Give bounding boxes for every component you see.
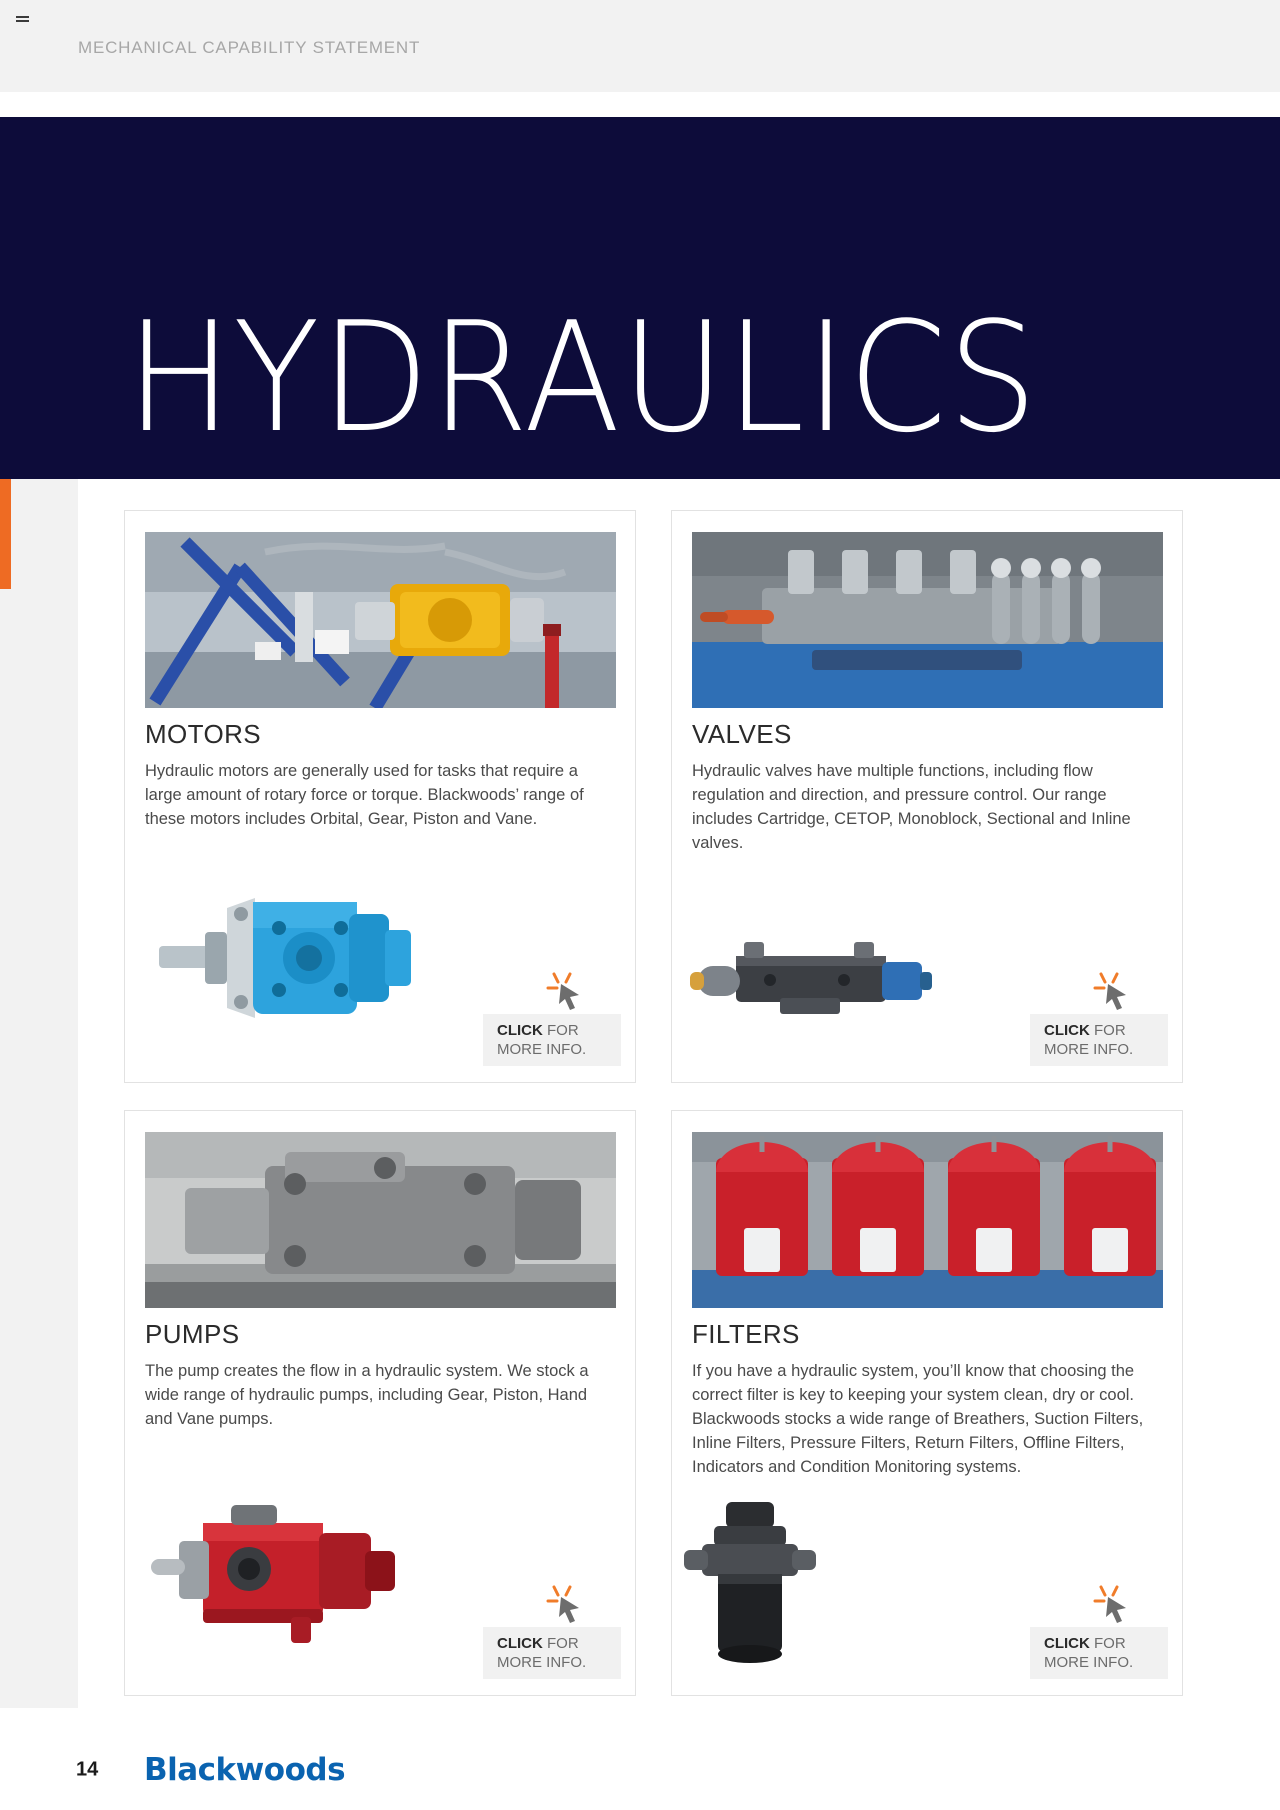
card-body-valves: Hydraulic valves have multiple functions, including flow regulation and direction, and pressure control. Our range includes Cartridge, CETOP, Monoblock, Sectional and Inline valves. xyxy=(692,762,1131,852)
header-spacer xyxy=(0,92,1280,117)
left-gutter xyxy=(0,479,78,1708)
cta-pumps[interactable] xyxy=(483,1627,621,1679)
card-title-pumps: PUMPS xyxy=(145,1319,240,1349)
card-title-filters: FILTERS xyxy=(692,1319,800,1349)
product-image-pumps xyxy=(143,1497,423,1667)
card-body-pumps: The pump creates the flow in a hydraulic system. We stock a wide range of hydraulic pumps, including Gear, Piston, Hand and Vane pumps. xyxy=(145,1362,589,1428)
return-filter-illustration xyxy=(678,1498,838,1673)
hydraulic-motor-photo xyxy=(145,532,616,708)
cta-valves[interactable] xyxy=(1030,1014,1168,1066)
cta-line2: MORE INFO. xyxy=(1044,1654,1134,1671)
cta-strong: CLICK xyxy=(1044,1635,1090,1652)
card-valves[interactable] xyxy=(671,510,1183,1083)
cursor-click-icon xyxy=(545,1581,593,1629)
hero-banner xyxy=(0,117,1280,479)
card-photo-filters xyxy=(692,1132,1163,1308)
cta-strong: CLICK xyxy=(497,1022,543,1039)
cta-motors[interactable] xyxy=(483,1014,621,1066)
card-title-valves: VALVES xyxy=(692,719,792,749)
hero-title: HYDRAULICS xyxy=(126,289,1039,466)
card-title-motors: MOTORS xyxy=(145,719,262,749)
filter-bank-photo xyxy=(692,1132,1163,1308)
gear-pump-photo xyxy=(145,1132,616,1308)
card-body-filters: If you have a hydraulic system, you’ll know that choosing the correct filter is key to keeping your system clean, dry or cool. Blackwoods stocks a wide range of Breathers, Suction Filters, Inline Filters, Pressure Filters, Return Filters, Offline Filters, Indicators and Condition Monitoring systems. xyxy=(692,1362,1144,1476)
cta-line2: MORE INFO. xyxy=(497,1654,587,1671)
card-filters[interactable] xyxy=(671,1110,1183,1696)
cta-rest: FOR xyxy=(547,1022,579,1039)
card-pumps[interactable] xyxy=(124,1110,636,1696)
cetop-valve-illustration xyxy=(684,922,934,1042)
product-image-valves xyxy=(684,922,934,1042)
card-photo-valves xyxy=(692,532,1163,708)
cta-rest: FOR xyxy=(1094,1635,1126,1652)
brand-logo: Blackwoods xyxy=(144,1752,346,1788)
cursor-click-icon xyxy=(1092,1581,1140,1629)
cta-strong: CLICK xyxy=(1044,1022,1090,1039)
card-photo-pumps xyxy=(145,1132,616,1308)
card-photo-motors xyxy=(145,532,616,708)
valve-bank-photo xyxy=(692,532,1163,708)
product-image-filters xyxy=(678,1498,838,1673)
cta-filters[interactable] xyxy=(1030,1627,1168,1679)
page-title: MECHANICAL CAPABILITY STATEMENT xyxy=(78,38,421,57)
product-image-motors xyxy=(149,868,439,1058)
card-motors[interactable] xyxy=(124,510,636,1083)
accent-rail xyxy=(0,479,11,589)
hamburger-icon[interactable] xyxy=(16,16,29,26)
cta-rest: FOR xyxy=(547,1635,579,1652)
page-number: 14 xyxy=(76,1758,99,1781)
cta-strong: CLICK xyxy=(497,1635,543,1652)
cursor-click-icon xyxy=(545,968,593,1016)
card-body-motors: Hydraulic motors are generally used for tasks that require a large amount of rotary force or torque. Blackwoods’ range of these motors includes Orbital, Gear, Piston and Vane. xyxy=(145,762,584,828)
cta-line2: MORE INFO. xyxy=(1044,1041,1134,1058)
vane-pump-illustration xyxy=(143,1497,423,1667)
cta-rest: FOR xyxy=(1094,1022,1126,1039)
orbital-motor-illustration xyxy=(149,868,439,1058)
cta-line2: MORE INFO. xyxy=(497,1041,587,1058)
cursor-click-icon xyxy=(1092,968,1140,1016)
